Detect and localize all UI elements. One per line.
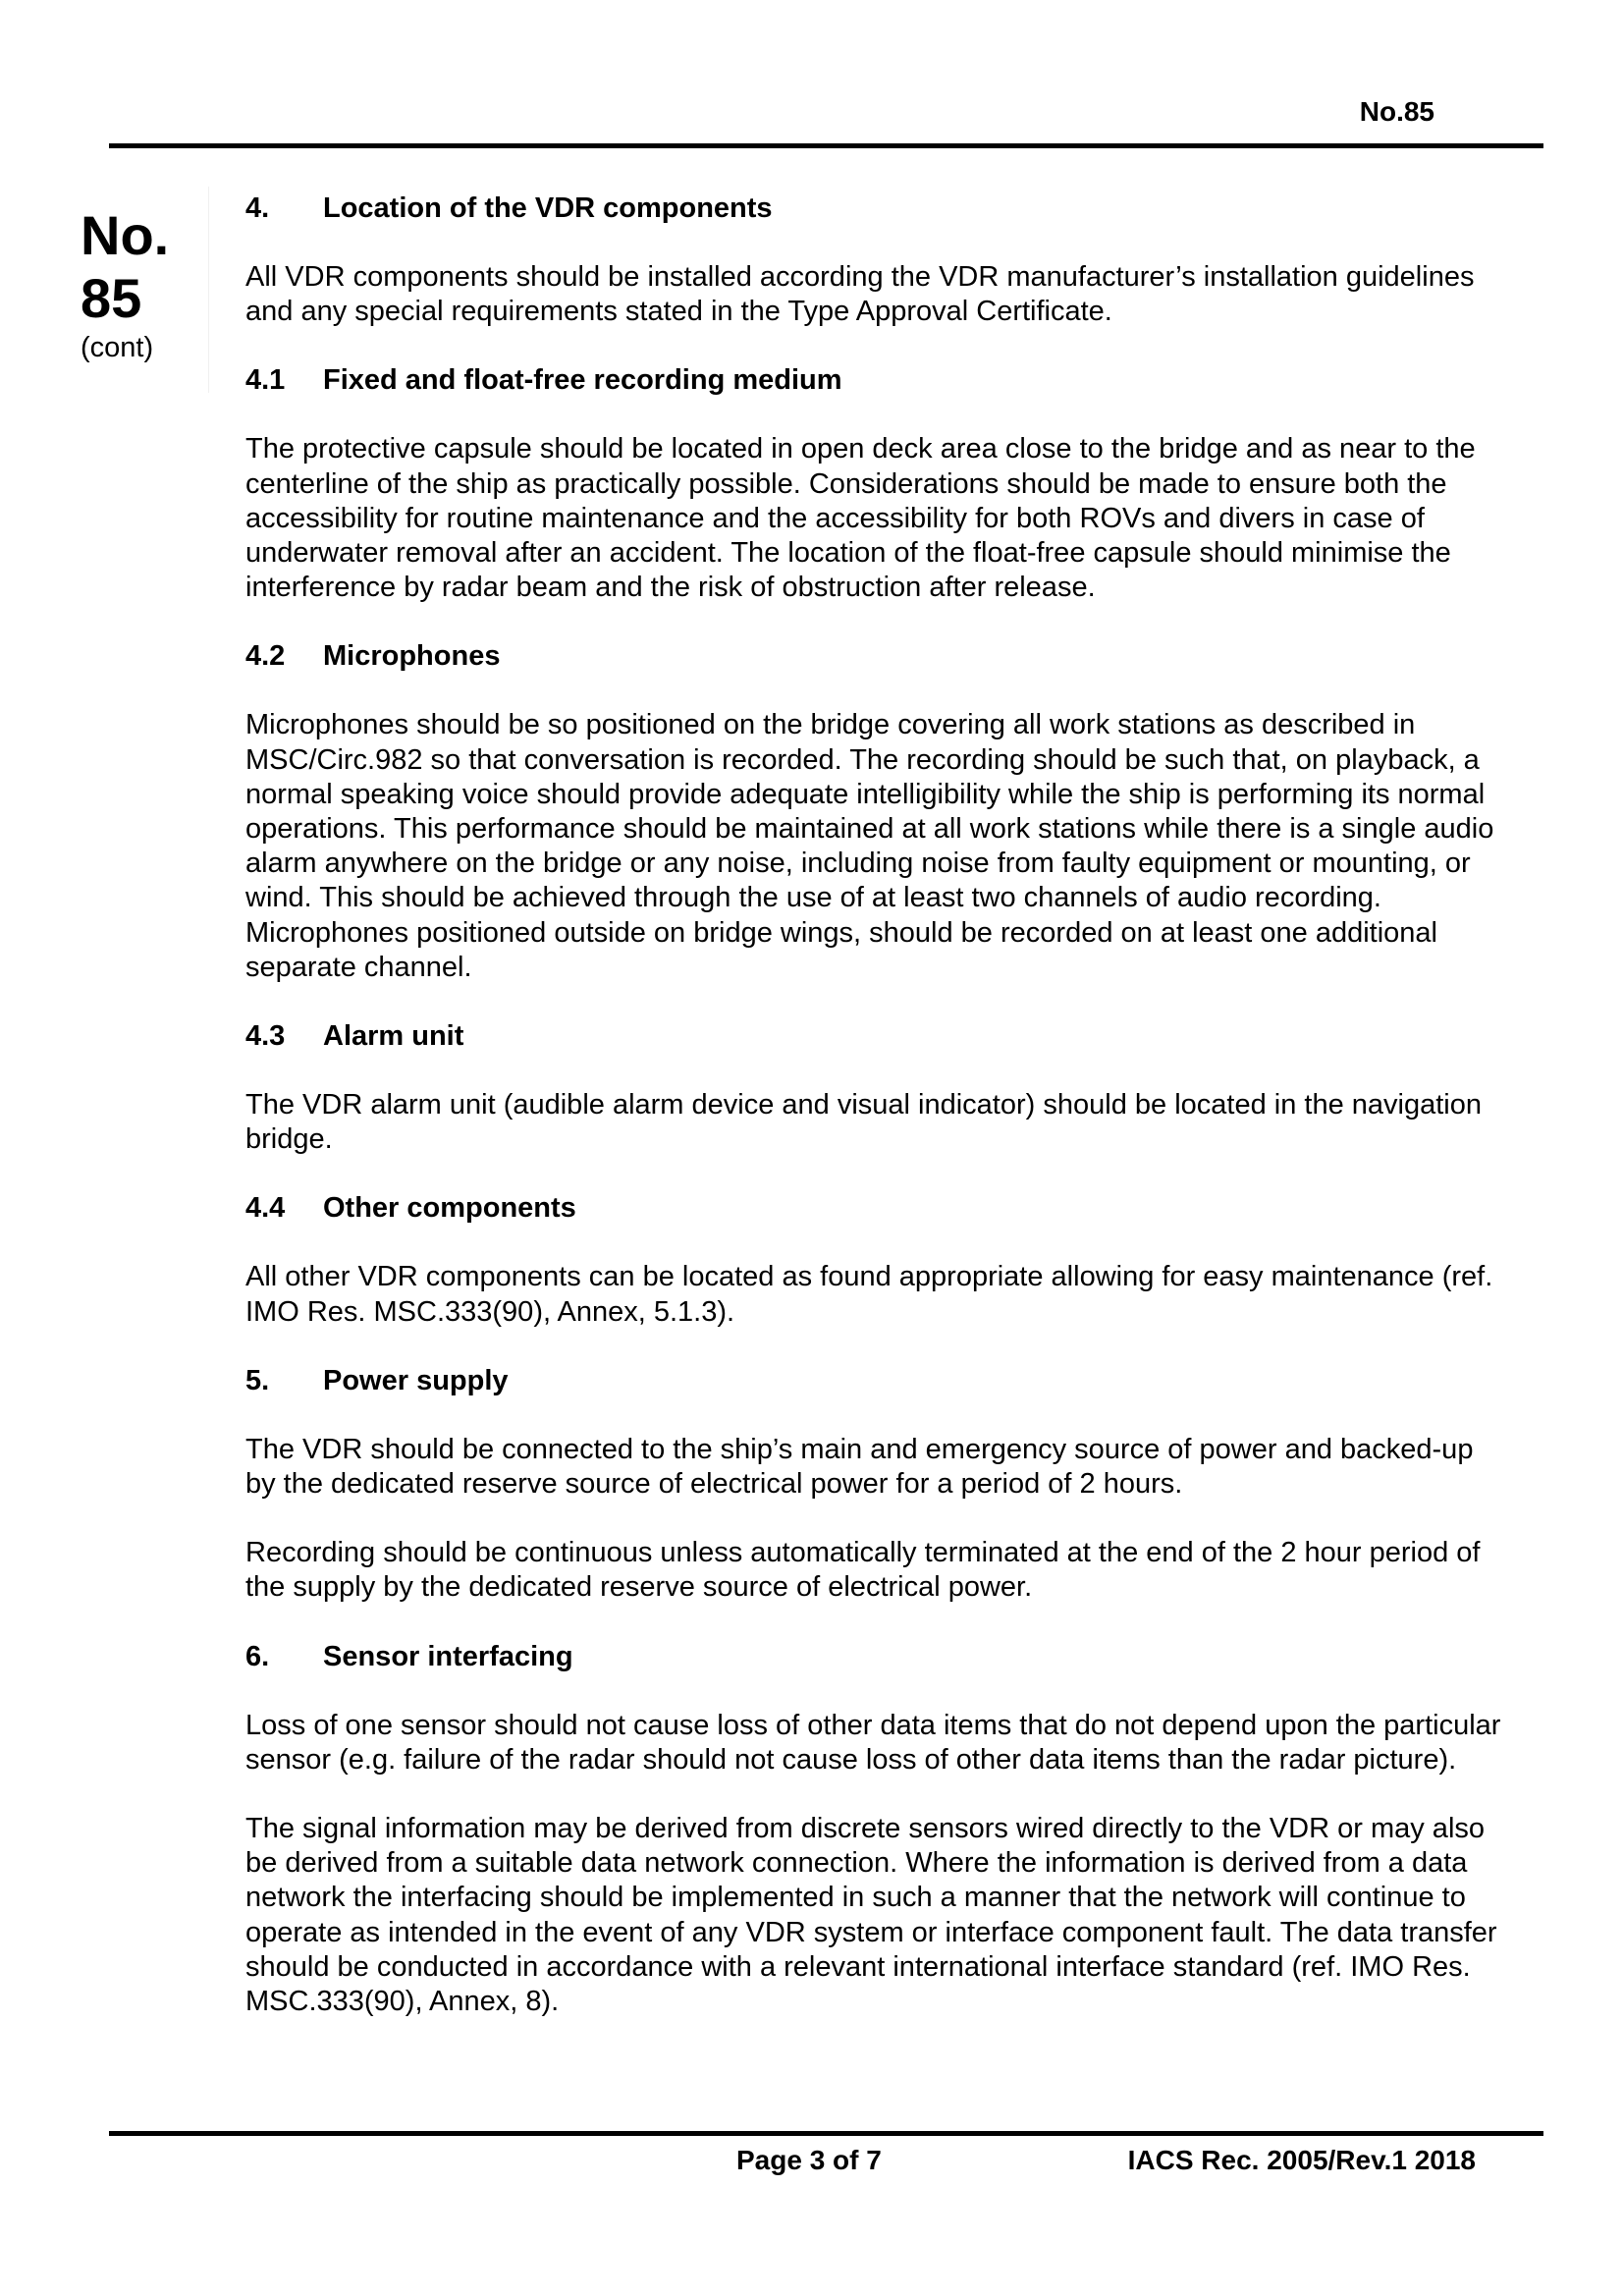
section-heading [245, 1191, 1502, 1226]
section-number: 4.2 [245, 640, 286, 673]
paragraph: The signal information may be derived from discrete sensors wired directly to the VDR or may also be derived from a suitable data network connection. Where the information is derived from a data network the interfacing should be implemented in such a manner that the network will continue to operate as intended in the event of any VDR system or interface component fault. The data transfer should be conducted in accordance with a relevant international interface standard (ref. IMO Res. MSC.333(90), Annex, 8). [245, 1813, 1497, 2018]
page-number: Page 3 of 7 [736, 2145, 882, 2175]
side-label-number: 85 [81, 267, 142, 329]
paragraph: Microphones should be so positioned on the bridge covering all work stations as described in MSC/Circ.982 so that conversation is recorded. The recording should be such that, on playback, a normal speaking voice should provide adequate intelligibility while the ship is performing its normal operations. This performance should be maintained at all work stations while there is a single audio alarm anywhere on the bridge or any noise, including noise from faulty equipment or mounting, or wind. This should be achieved through the use of at least two channels of audio recording. Microphones positioned outside on bridge wings, should be recorded on at least one additional separate channel. [245, 709, 1494, 983]
section-title: Other components [323, 1192, 576, 1225]
header-doc-number: No.85 [1359, 96, 1434, 127]
paragraph: The VDR alarm unit (audible alarm device and visual indicator) should be located in the navigation bridge. [245, 1089, 1482, 1156]
paragraph: All VDR components should be installed according the VDR manufacturer’s installation guidelines and any special requirements stated in the Type Approval Certificate. [245, 261, 1475, 328]
section-heading [245, 1364, 1502, 1398]
footer-rule [109, 2131, 1543, 2136]
section-heading [245, 191, 1502, 226]
section-number: 4. [245, 192, 270, 224]
section-title: Location of the VDR components [323, 192, 773, 224]
side-divider [208, 187, 209, 393]
paragraph: The VDR should be connected to the ship’s main and emergency source of power and backed-up by the dedicated reserve source of electrical power for a period of 2 hours. [245, 1433, 1474, 1501]
header-rule [109, 143, 1543, 148]
paragraph: The protective capsule should be located in open deck area close to the bridge and as near to the centerline of the ship as practically possible. Considerations should be made to ensure both the accessibility for routine maintenance and the accessibility for both ROVs and divers in case of underwater removal after an accident. The location of the float-free capsule should minimise the interference by radar beam and the risk of obstruction after release. [245, 433, 1476, 604]
section-number: 4.3 [245, 1020, 286, 1053]
section-title: Microphones [323, 640, 501, 673]
section-title: Power supply [323, 1364, 509, 1396]
side-label [81, 204, 208, 365]
section-number: 4.4 [245, 1192, 286, 1225]
section-title: Sensor interfacing [323, 1640, 573, 1672]
section-heading [245, 639, 1502, 674]
section-number: 4.1 [245, 364, 286, 397]
section-title: Alarm unit [323, 1020, 464, 1053]
paragraph: All other VDR components can be located as found appropriate allowing for easy maintenance (ref. IMO Res. MSC.333(90), Annex, 5.1.3). [245, 1261, 1493, 1328]
section-number: 5. [245, 1364, 270, 1396]
section-heading [245, 363, 1502, 398]
document-body [245, 191, 1502, 2053]
side-label-no: No. [81, 204, 170, 266]
footer-doc-ref: IACS Rec. 2005/Rev.1 2018 [1127, 2145, 1476, 2175]
section-title: Fixed and float-free recording medium [323, 364, 842, 397]
section-number: 6. [245, 1640, 270, 1672]
paragraph: Recording should be continuous unless automatically terminated at the end of the 2 hour period of the supply by the dedicated reserve source of electrical power. [245, 1537, 1481, 1604]
section-heading [245, 1019, 1502, 1054]
section-heading [245, 1640, 1502, 1674]
paragraph: Loss of one sensor should not cause loss of other data items that do not depend upon the particular sensor (e.g. failure of the radar should not cause loss of other data items than the radar picture). [245, 1709, 1501, 1776]
side-label-cont: (cont) [81, 332, 154, 363]
